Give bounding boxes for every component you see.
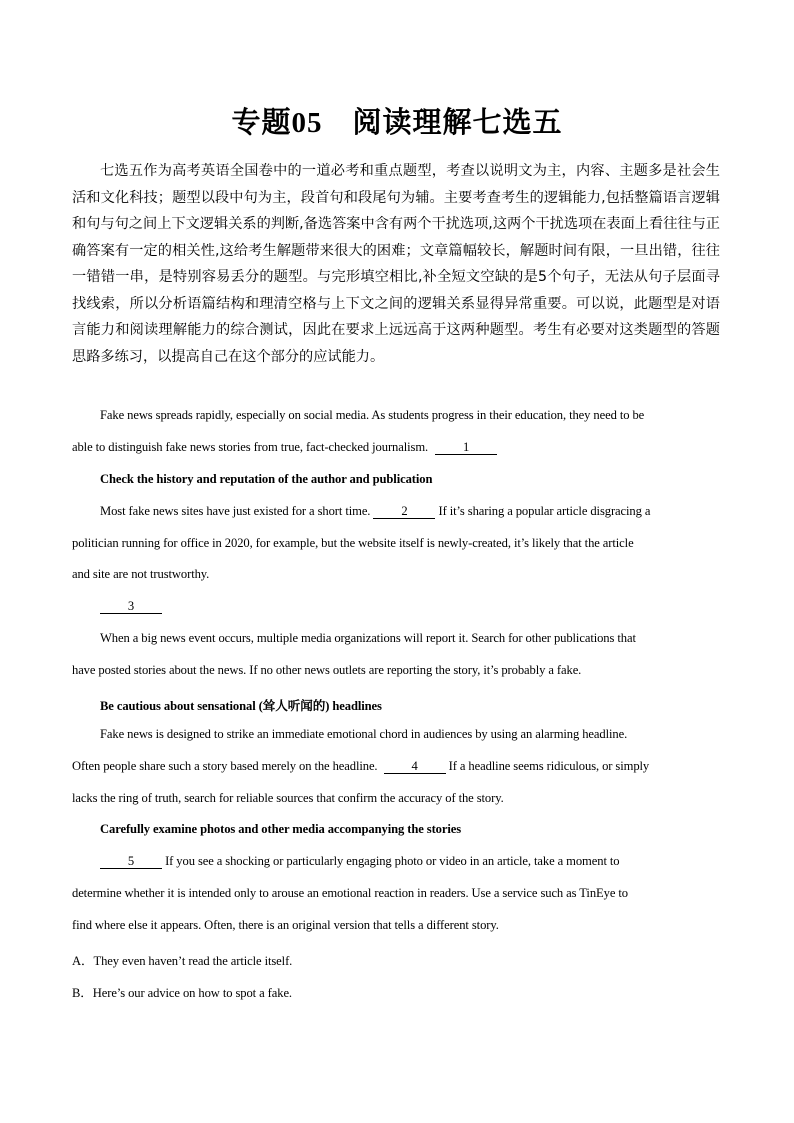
section-heading: Be cautious about sensational (耸人听闻的) headlines <box>100 699 382 713</box>
passage-line: determine whether it is intended only to arouse an emotional reaction in readers. Use a service such as TinEye to <box>72 886 628 900</box>
passage-line: lacks the ring of truth, search for reliable sources that confirm the accuracy of the story. <box>72 791 504 805</box>
passage-line: have posted stories about the news. If no other news outlets are reporting the story, it’s probably a fake. <box>72 663 582 677</box>
section-heading: Carefully examine photos and other media accompanying the stories <box>100 822 462 836</box>
passage-line: When a big news event occurs, multiple media organizations will report it. Search for other publications that <box>100 631 636 645</box>
blank-1[interactable]: 1 <box>435 441 497 455</box>
passage-line: politician running for office in 2020, for example, but the website itself is newly-created, it’s likely that the article <box>72 536 634 550</box>
title-topic-number: 专题05 <box>231 107 323 139</box>
blank-2[interactable]: 2 <box>373 505 435 519</box>
passage-line <box>72 440 720 455</box>
section-heading: Check the history and reputation of the author and publication <box>100 472 433 486</box>
passage-line <box>72 854 748 869</box>
passage-text: If you see a shocking or particularly engaging photo or video in an article, take a moment to <box>165 854 620 868</box>
passage-line: Fake news spreads rapidly, especially on social media. As students progress in their education, they need to be <box>100 408 645 422</box>
page-title <box>0 100 794 141</box>
blank-3[interactable]: 3 <box>100 600 162 614</box>
blank-4[interactable]: 4 <box>384 760 446 774</box>
passage-text: Most fake news sites have just existed for a short time. <box>100 504 371 518</box>
passage-line: Fake news is designed to strike an immediate emotional chord in audiences by using an alarming headline. <box>100 727 628 741</box>
passage-text: If it’s sharing a popular article disgracing a <box>438 504 651 518</box>
option-a: A．They even haven’t read the article itself. <box>72 954 293 968</box>
passage-line <box>72 504 748 519</box>
passage-line: find where else it appears. Often, there is an original version that tells a different story. <box>72 918 499 932</box>
passage-text: Often people share such a story based merely on the headline. <box>72 759 378 773</box>
intro-paragraph: 七选五作为高考英语全国卷中的一道必考和重点题型，考查以说明文为主，内容、主题多是社会生活和文化科技；题型以段中句为主，段首句和段尾句为辅。主要考查考生的逻辑能力,包括整篇语言逻辑和句与句之间上下文逻辑关系的判断,备选答案中含有两个干扰选项,这两个干扰选项在表面上看往往与正确答案有一定的相关性,这给考生解题带来很大的困难；文章篇幅较长，解题时间有限，一旦出错，往往一错错一串，是特别容易丢分的题型。与完形填空相比,补全短文空缺的是5个句子，无法从句子层面寻找线索，所以分析语篇结构和理清空格与上下文之间的逻辑关系显得异常重要。可以说，此题型是对语言能力和阅读理解能力的综合测试，因此在要求上远远高于这两种题型。考生有必要对这类题型的答题思路多练习，以提高自己在这个部分的应试能力。 <box>72 163 720 365</box>
passage-line <box>72 759 720 774</box>
option-b: B．Here’s our advice on how to spot a fake. <box>72 986 292 1000</box>
passage-line: and site are not trustworthy. <box>72 567 210 581</box>
blank-5[interactable]: 5 <box>100 855 162 869</box>
passage-text: If a headline seems ridiculous, or simply <box>448 759 650 773</box>
passage-line <box>72 599 748 614</box>
passage-text: able to distinguish fake news stories from true, fact-checked journalism. <box>72 440 429 454</box>
title-topic-name: 阅读理解七选五 <box>352 107 563 139</box>
